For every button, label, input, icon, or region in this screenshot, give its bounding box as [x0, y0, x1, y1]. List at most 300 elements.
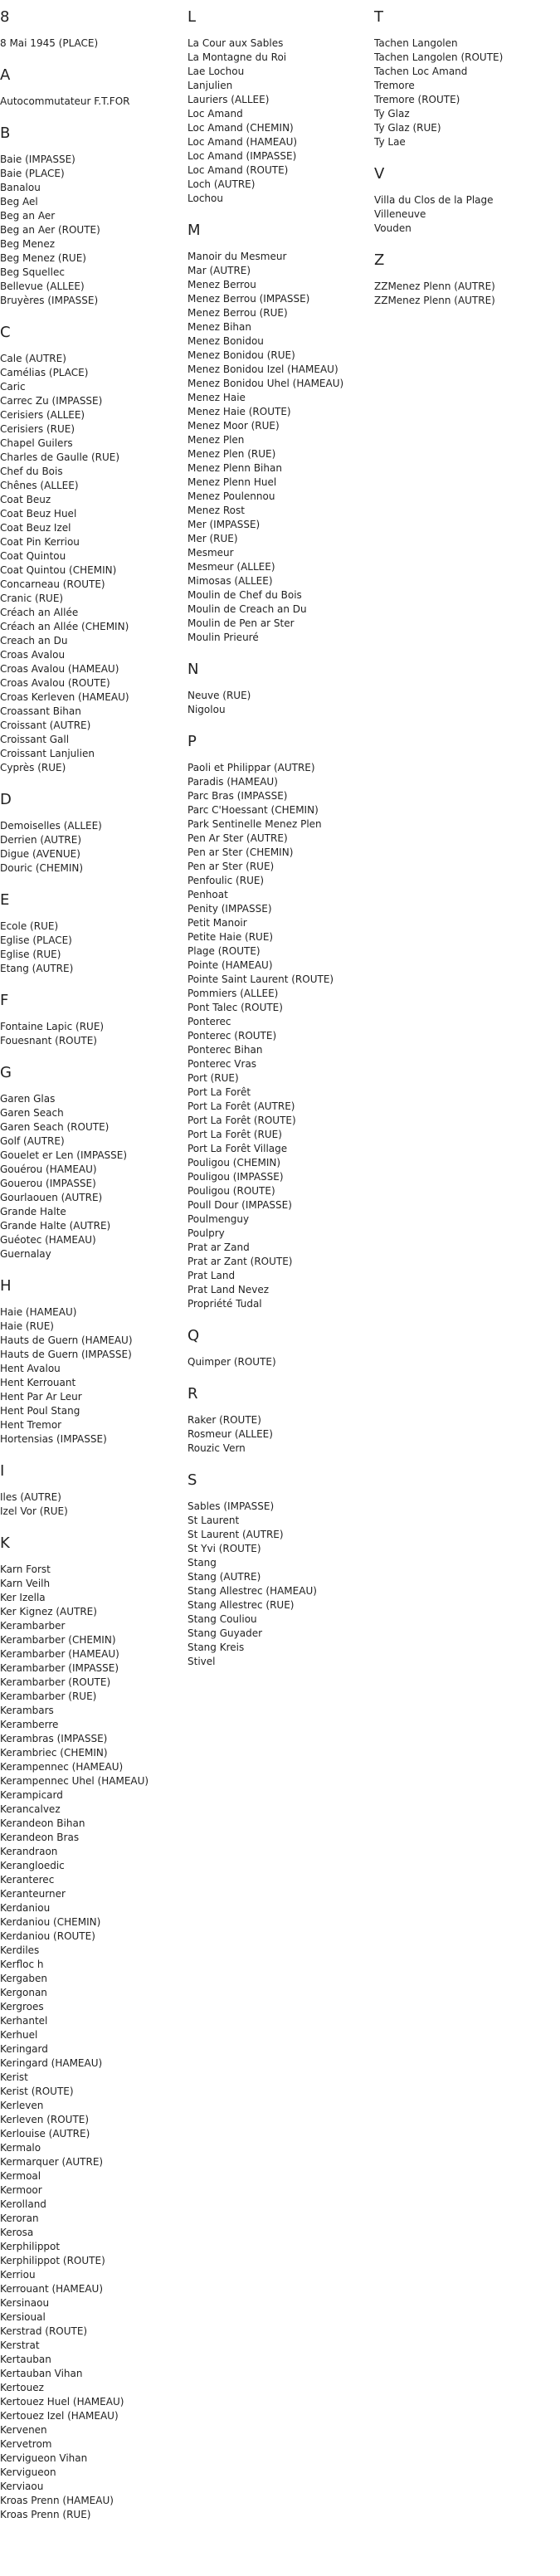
- street-link[interactable]: Hauts de Guern (IMPASSE): [0, 1349, 132, 1360]
- street-link[interactable]: Karn Forst: [0, 1564, 51, 1575]
- street-link[interactable]: Manoir du Mesmeur: [187, 251, 287, 262]
- street-link[interactable]: Kertouez Huel (HAMEAU): [0, 2396, 124, 2408]
- street-link[interactable]: Izel Vor (RUE): [0, 1505, 68, 1517]
- street-link[interactable]: Keramberre: [0, 1719, 59, 1730]
- street-link[interactable]: Prat Land: [187, 1270, 236, 1281]
- street-link[interactable]: Kerleven (ROUTE): [0, 2114, 90, 2125]
- street-link[interactable]: Hent Kerrouant: [0, 1377, 76, 1388]
- street-link[interactable]: Gouerou (IMPASSE): [0, 1178, 96, 1189]
- street-link[interactable]: Beg Menez (RUE): [0, 252, 86, 264]
- street-link[interactable]: Kerambars: [0, 1705, 54, 1716]
- street-link[interactable]: Petite Haie (RUE): [187, 931, 274, 943]
- street-link[interactable]: ZZMenez Plenn (AUTRE): [374, 295, 495, 306]
- street-link[interactable]: Kerampennec (HAMEAU): [0, 1761, 124, 1773]
- street-link[interactable]: Sables (IMPASSE): [187, 1500, 275, 1512]
- street-link[interactable]: Menez Bihan: [187, 321, 251, 333]
- street-link[interactable]: Fontaine Lapic (RUE): [0, 1021, 105, 1032]
- street-link[interactable]: Kerphilippot: [0, 2241, 61, 2252]
- street-link[interactable]: Mesmeur (ALLEE): [187, 561, 275, 573]
- street-link[interactable]: Parc C'Hoessant (CHEMIN): [187, 804, 319, 816]
- column-2: [187, 8, 366, 1685]
- street-link[interactable]: Pen ar Ster (RUE): [187, 861, 275, 872]
- street-link[interactable]: Garen Seach (ROUTE): [0, 1121, 110, 1133]
- street-link[interactable]: Coat Beuz Izel: [0, 522, 71, 534]
- street-link[interactable]: Kertauban Vihan: [0, 2368, 83, 2379]
- street-link[interactable]: Penhoat: [187, 889, 228, 900]
- section-letter-heading: I: [0, 1462, 5, 1480]
- street-list: [0, 1020, 178, 1048]
- street-link[interactable]: Kerfloc h: [0, 1959, 44, 1970]
- street-link[interactable]: Pont Talec (ROUTE): [187, 1002, 283, 1013]
- street-link[interactable]: St Laurent: [187, 1515, 240, 1526]
- street-link[interactable]: Park Sentinelle Menez Plen: [187, 818, 322, 830]
- street-list: [187, 1500, 366, 1669]
- section-letter-heading: V: [374, 165, 385, 183]
- street-link[interactable]: La Montagne du Roi: [187, 51, 287, 63]
- street-link[interactable]: Keringard: [0, 2043, 48, 2055]
- street-link[interactable]: Menez Rost: [187, 505, 245, 516]
- street-link[interactable]: Beg Menez: [0, 238, 56, 250]
- street-list: [0, 920, 178, 976]
- street-link[interactable]: Kergroes: [0, 2001, 44, 2013]
- street-link[interactable]: Kerist (ROUTE): [0, 2086, 74, 2097]
- street-link[interactable]: Beg an Aer: [0, 210, 56, 222]
- street-link[interactable]: Rouzic Vern: [187, 1442, 246, 1454]
- street-link[interactable]: Ty Glaz (RUE): [374, 122, 441, 134]
- letter-section: [374, 251, 553, 308]
- street-link[interactable]: Hent Par Ar Leur: [0, 1391, 82, 1403]
- street-link[interactable]: St Laurent (AUTRE): [187, 1529, 284, 1540]
- street-link[interactable]: Croas Avalou: [0, 649, 66, 661]
- street-link[interactable]: Gouelet er Len (IMPASSE): [0, 1149, 128, 1161]
- street-link[interactable]: Kerrouant (HAMEAU): [0, 2283, 103, 2295]
- street-link[interactable]: Menez Berrou (IMPASSE): [187, 293, 310, 305]
- street-link[interactable]: Port La Forêt (ROUTE): [187, 1115, 296, 1126]
- street-link[interactable]: Douric (CHEMIN): [0, 862, 84, 874]
- street-link[interactable]: Prat Land Nevez: [187, 1284, 270, 1295]
- street-link[interactable]: Loch (AUTRE): [187, 178, 256, 190]
- street-link[interactable]: Cerisiers (RUE): [0, 423, 75, 435]
- street-link[interactable]: Propriété Tudal: [187, 1298, 262, 1310]
- street-link[interactable]: Créach an Allée (CHEMIN): [0, 621, 129, 632]
- street-link[interactable]: ZZMenez Plenn (AUTRE): [374, 281, 495, 292]
- street-link[interactable]: Keranteurner: [0, 1888, 66, 1900]
- letter-section: [0, 791, 178, 876]
- street-link[interactable]: Kermarquer (AUTRE): [0, 2156, 104, 2168]
- street-link[interactable]: Kerangloedic: [0, 1860, 65, 1871]
- street-link[interactable]: Pointe Saint Laurent (ROUTE): [187, 973, 334, 985]
- street-link[interactable]: Menez Berrou (RUE): [187, 307, 288, 319]
- street-link[interactable]: Golf (AUTRE): [0, 1135, 65, 1147]
- street-link[interactable]: Stang Kreis: [187, 1642, 245, 1653]
- street-link[interactable]: Stang Allestrec (RUE): [187, 1599, 295, 1611]
- street-link[interactable]: Pommiers (ALLEE): [187, 988, 279, 999]
- street-link[interactable]: Kertauban: [0, 2354, 51, 2365]
- street-link[interactable]: Kerampennec Uhel (HAMEAU): [0, 1775, 149, 1787]
- street-link[interactable]: Petit Manoir: [187, 917, 247, 929]
- letter-section: [187, 1385, 366, 1456]
- letter-section: [187, 8, 366, 206]
- letter-section: [187, 1471, 366, 1669]
- street-link[interactable]: Menez Plenn Bihan: [187, 462, 282, 474]
- street-link[interactable]: Port La Forêt Village: [187, 1143, 288, 1154]
- street-link[interactable]: Creach an Du: [0, 635, 68, 646]
- street-link[interactable]: Hent Tremor: [0, 1419, 62, 1431]
- street-link[interactable]: Baie (PLACE): [0, 168, 65, 179]
- street-link[interactable]: Kermalo: [0, 2142, 41, 2154]
- street-link[interactable]: Stang Couliou: [187, 1613, 257, 1625]
- street-link[interactable]: Menez Bonidou (RUE): [187, 349, 295, 361]
- street-link[interactable]: Kerhuel: [0, 2029, 38, 2041]
- street-link[interactable]: Tachen Langolen (ROUTE): [374, 51, 504, 63]
- street-link[interactable]: Coat Beuz Huel: [0, 508, 77, 520]
- street-link[interactable]: Neuve (RUE): [187, 690, 251, 701]
- street-link[interactable]: Gouérou (HAMEAU): [0, 1164, 97, 1175]
- street-link[interactable]: Lauriers (ALLEE): [187, 94, 270, 105]
- street-link[interactable]: Pointe (HAMEAU): [187, 959, 273, 971]
- section-letter-heading: Z: [374, 251, 385, 269]
- section-letter-heading: 8: [0, 8, 10, 26]
- street-link[interactable]: Loc Amand (HAMEAU): [187, 136, 298, 148]
- street-link[interactable]: Raker (ROUTE): [187, 1414, 261, 1426]
- street-link[interactable]: Ponterec: [187, 1016, 231, 1027]
- section-letter-heading: H: [0, 1277, 12, 1295]
- street-link[interactable]: Loc Amand: [187, 108, 243, 120]
- street-link[interactable]: Croas Avalou (HAMEAU): [0, 663, 119, 675]
- street-link[interactable]: Kerriou: [0, 2269, 36, 2281]
- letter-section: [0, 992, 178, 1048]
- street-link[interactable]: Guernalay: [0, 1248, 51, 1260]
- street-link[interactable]: Prat ar Zant (ROUTE): [187, 1256, 293, 1267]
- street-link[interactable]: Kertouez Izel (HAMEAU): [0, 2410, 119, 2422]
- street-link[interactable]: Mar (AUTRE): [187, 265, 251, 276]
- street-link[interactable]: Coat Quintou: [0, 550, 66, 562]
- street-link[interactable]: Derrien (AUTRE): [0, 834, 82, 846]
- street-link[interactable]: Mesmeur: [187, 547, 234, 559]
- street-link[interactable]: La Cour aux Sables: [187, 37, 284, 49]
- street-link[interactable]: Port (RUE): [187, 1072, 239, 1084]
- street-link[interactable]: Menez Poulennou: [187, 490, 275, 502]
- street-link[interactable]: Port La Forêt (RUE): [187, 1129, 282, 1140]
- street-link[interactable]: Charles de Gaulle (RUE): [0, 451, 120, 463]
- street-link[interactable]: Autocommutateur F.T.FOR: [0, 95, 130, 107]
- street-link[interactable]: Beg an Aer (ROUTE): [0, 224, 100, 236]
- street-link[interactable]: Gourlaouen (AUTRE): [0, 1192, 103, 1203]
- street-link[interactable]: Kerambarber (HAMEAU): [0, 1648, 119, 1660]
- street-link[interactable]: Menez Plenn Huel: [187, 476, 277, 488]
- street-link[interactable]: Demoiselles (ALLEE): [0, 820, 102, 832]
- street-link[interactable]: Croissant (AUTRE): [0, 720, 91, 731]
- street-link[interactable]: Moulin de Pen ar Ster: [187, 617, 295, 629]
- street-link[interactable]: Prat ar Zand: [187, 1242, 250, 1253]
- street-link[interactable]: Fouesnant (ROUTE): [0, 1035, 97, 1046]
- street-link[interactable]: Beg Squellec: [0, 266, 65, 278]
- street-link[interactable]: Croissant Lanjulien: [0, 748, 95, 759]
- street-link[interactable]: Grande Halte (AUTRE): [0, 1220, 111, 1232]
- street-link[interactable]: Garen Glas: [0, 1093, 56, 1105]
- street-link[interactable]: Paradis (HAMEAU): [187, 776, 278, 788]
- street-link[interactable]: Kerdiles: [0, 1944, 40, 1956]
- street-link[interactable]: Concarneau (ROUTE): [0, 578, 105, 590]
- street-link[interactable]: Kerstrat: [0, 2339, 40, 2351]
- column-3: [374, 8, 553, 324]
- street-link[interactable]: Hent Poul Stang: [0, 1405, 80, 1417]
- street-link[interactable]: Ponterec Vras: [187, 1058, 257, 1070]
- letter-section: [0, 1534, 178, 2522]
- street-link[interactable]: Menez Plen (RUE): [187, 448, 276, 460]
- street-list: [187, 1355, 366, 1369]
- street-link[interactable]: Croas Kerleven (HAMEAU): [0, 691, 129, 703]
- street-link[interactable]: Port La Forêt: [187, 1086, 251, 1098]
- street-link[interactable]: Ker Izella: [0, 1592, 46, 1603]
- street-link[interactable]: Menez Bonidou Uhel (HAMEAU): [187, 378, 344, 389]
- street-link[interactable]: Kerandeon Bihan: [0, 1817, 85, 1829]
- street-link[interactable]: Chef du Bois: [0, 466, 63, 477]
- street-link[interactable]: Keringard (HAMEAU): [0, 2057, 103, 2069]
- section-letter-heading: B: [0, 124, 11, 142]
- street-link[interactable]: Croas Avalou (ROUTE): [0, 677, 110, 689]
- street-link[interactable]: Moulin de Creach an Du: [187, 603, 307, 615]
- street-link[interactable]: Menez Plen: [187, 434, 245, 446]
- street-link[interactable]: Bruyères (IMPASSE): [0, 295, 99, 306]
- street-link[interactable]: Mer (RUE): [187, 533, 238, 544]
- section-letter-heading: C: [0, 324, 11, 341]
- street-link[interactable]: Hauts de Guern (HAMEAU): [0, 1334, 133, 1346]
- street-link[interactable]: Eglise (RUE): [0, 949, 61, 960]
- letter-section: [187, 1327, 366, 1369]
- street-link[interactable]: Menez Moor (RUE): [187, 420, 280, 432]
- section-letter-heading: N: [187, 661, 199, 678]
- street-link[interactable]: Stang: [187, 1557, 217, 1569]
- street-link[interactable]: Cranic (RUE): [0, 593, 64, 604]
- street-link[interactable]: Coat Quintou (CHEMIN): [0, 564, 117, 576]
- street-link[interactable]: Moulin de Chef du Bois: [187, 589, 302, 601]
- street-link[interactable]: Croissant Gall: [0, 734, 70, 745]
- street-link[interactable]: Croassant Bihan: [0, 705, 81, 717]
- street-link[interactable]: Pen ar Ster (CHEMIN): [187, 846, 294, 858]
- letter-section: [187, 661, 366, 717]
- street-link[interactable]: Coat Pin Kerriou: [0, 536, 80, 548]
- letter-section: [0, 8, 178, 51]
- street-link[interactable]: Kerambras (IMPASSE): [0, 1733, 108, 1744]
- street-link[interactable]: Caric: [0, 381, 26, 393]
- street-link[interactable]: Ponterec Bihan: [187, 1044, 263, 1056]
- street-link[interactable]: Kerambarber (ROUTE): [0, 1676, 111, 1688]
- street-link[interactable]: Guéotec (HAMEAU): [0, 1234, 96, 1246]
- letter-section: [0, 1277, 178, 1447]
- street-link[interactable]: Chênes (ALLEE): [0, 480, 79, 491]
- street-link[interactable]: Cyprès (RUE): [0, 762, 66, 773]
- street-link[interactable]: Kerambarber (CHEMIN): [0, 1634, 116, 1646]
- letter-section: [0, 1462, 178, 1519]
- street-link[interactable]: Mer (IMPASSE): [187, 519, 261, 530]
- street-link[interactable]: Rosmeur (ALLEE): [187, 1428, 273, 1440]
- letter-section: [0, 891, 178, 976]
- street-link[interactable]: Menez Haie: [187, 392, 246, 403]
- street-link[interactable]: Kerambarber: [0, 1620, 66, 1632]
- street-link[interactable]: Mimosas (ALLEE): [187, 575, 273, 587]
- street-list: [0, 1305, 178, 1447]
- street-link[interactable]: Garen Seach: [0, 1107, 64, 1119]
- column-1: [0, 8, 178, 2538]
- street-link[interactable]: Villeneuve: [374, 208, 426, 220]
- street-link[interactable]: Kerlouise (AUTRE): [0, 2128, 90, 2139]
- street-link[interactable]: Kermoor: [0, 2184, 42, 2196]
- street-link[interactable]: Ty Lae: [374, 136, 406, 148]
- street-link[interactable]: Kerampicard: [0, 1789, 63, 1801]
- letter-section: [0, 1064, 178, 1261]
- street-link[interactable]: Tremore: [374, 80, 415, 91]
- street-link[interactable]: Digue (AVENUE): [0, 848, 80, 860]
- street-link[interactable]: Chapel Guilers: [0, 437, 73, 449]
- street-link[interactable]: Kervenen: [0, 2424, 47, 2436]
- street-link[interactable]: Kroas Prenn (HAMEAU): [0, 2495, 114, 2506]
- street-link[interactable]: Haie (HAMEAU): [0, 1306, 77, 1318]
- section-letter-heading: S: [187, 1471, 197, 1489]
- street-link[interactable]: Hortensias (IMPASSE): [0, 1433, 107, 1445]
- street-link[interactable]: Loc Amand (IMPASSE): [187, 150, 297, 162]
- street-link[interactable]: Pen Ar Ster (AUTRE): [187, 832, 288, 844]
- street-list: [0, 1563, 178, 2522]
- street-link[interactable]: Moulin Prieuré: [187, 632, 259, 643]
- street-link[interactable]: Cale (AUTRE): [0, 353, 66, 364]
- street-link[interactable]: Coat Beuz: [0, 494, 51, 505]
- street-link[interactable]: Kerambarber (IMPASSE): [0, 1662, 119, 1674]
- street-link[interactable]: Quimper (ROUTE): [187, 1356, 276, 1368]
- street-link[interactable]: Grande Halte: [0, 1206, 66, 1217]
- street-link[interactable]: Kerambarber (RUE): [0, 1690, 97, 1702]
- street-link[interactable]: Poull Dour (IMPASSE): [187, 1199, 292, 1211]
- street-link[interactable]: Kerstrad (ROUTE): [0, 2325, 88, 2337]
- street-list: [0, 1490, 178, 1519]
- street-link[interactable]: Haie (RUE): [0, 1320, 54, 1332]
- street-link[interactable]: Kertouez: [0, 2382, 44, 2393]
- letter-section: [187, 222, 366, 645]
- street-link[interactable]: Ecole (RUE): [0, 920, 59, 932]
- street-list: [0, 1092, 178, 1261]
- street-link[interactable]: 8 Mai 1945 (PLACE): [0, 37, 99, 49]
- street-link[interactable]: St Yvi (ROUTE): [187, 1543, 261, 1554]
- street-link[interactable]: Kerist: [0, 2071, 28, 2083]
- street-link[interactable]: Cerisiers (ALLEE): [0, 409, 85, 421]
- street-link[interactable]: Menez Berrou: [187, 279, 256, 290]
- street-link[interactable]: Iles (AUTRE): [0, 1491, 61, 1503]
- street-link[interactable]: Banalou: [0, 182, 41, 193]
- street-link[interactable]: Penity (IMPASSE): [187, 903, 272, 915]
- street-link[interactable]: Kerleven: [0, 2100, 44, 2111]
- street-link[interactable]: Kerviaou: [0, 2481, 44, 2492]
- street-link[interactable]: Keranterec: [0, 1874, 55, 1886]
- street-link[interactable]: Plage (ROUTE): [187, 945, 261, 957]
- street-link[interactable]: Kerdaniou (ROUTE): [0, 1930, 95, 1942]
- street-link[interactable]: Pouligou (CHEMIN): [187, 1157, 281, 1168]
- street-link[interactable]: Vouden: [374, 222, 411, 234]
- street-link[interactable]: Paoli et Philippar (AUTRE): [187, 762, 315, 773]
- street-link[interactable]: Kerhantel: [0, 2015, 48, 2027]
- street-link[interactable]: Kersinaou: [0, 2297, 50, 2309]
- street-link[interactable]: Pouligou (ROUTE): [187, 1185, 275, 1197]
- street-link[interactable]: Kerphilippot (ROUTE): [0, 2255, 105, 2266]
- street-link[interactable]: Carrec Zu (IMPASSE): [0, 395, 103, 407]
- street-link[interactable]: Hent Avalou: [0, 1363, 61, 1374]
- street-link[interactable]: Pouligou (IMPASSE): [187, 1171, 284, 1183]
- street-link[interactable]: Lanjulien: [187, 80, 233, 91]
- letter-section: [374, 165, 553, 236]
- street-link[interactable]: Ponterec (ROUTE): [187, 1030, 277, 1042]
- street-link[interactable]: Kerancalvez: [0, 1803, 61, 1815]
- street-link[interactable]: Tachen Loc Amand: [374, 66, 468, 77]
- street-link[interactable]: Menez Haie (ROUTE): [187, 406, 291, 417]
- street-list: [374, 280, 553, 308]
- street-link[interactable]: Kervigueon: [0, 2466, 56, 2478]
- street-link[interactable]: Eglise (PLACE): [0, 934, 72, 946]
- street-link[interactable]: Kroas Prenn (RUE): [0, 2509, 91, 2520]
- street-link[interactable]: Lae Lochou: [187, 66, 245, 77]
- street-list: [187, 689, 366, 717]
- street-link[interactable]: Menez Bonidou: [187, 335, 264, 347]
- street-list: [0, 153, 178, 308]
- street-list: [0, 352, 178, 775]
- street-link[interactable]: Villa du Clos de la Plage: [374, 194, 494, 206]
- street-link[interactable]: Parc Bras (IMPASSE): [187, 790, 288, 802]
- street-link[interactable]: Stang Guyader: [187, 1627, 263, 1639]
- street-link[interactable]: Tremore (ROUTE): [374, 94, 460, 105]
- letter-section: [374, 8, 553, 149]
- street-link[interactable]: Kerdaniou: [0, 1902, 51, 1914]
- street-link[interactable]: Kerambriec (CHEMIN): [0, 1747, 108, 1759]
- street-link[interactable]: Stang Allestrec (HAMEAU): [187, 1585, 317, 1597]
- street-link[interactable]: Penfoulic (RUE): [187, 875, 265, 886]
- street-link[interactable]: Kersioual: [0, 2311, 46, 2323]
- street-link[interactable]: Loc Amand (ROUTE): [187, 164, 289, 176]
- street-link[interactable]: Loc Amand (CHEMIN): [187, 122, 294, 134]
- street-link[interactable]: Stivel: [187, 1656, 216, 1667]
- street-link[interactable]: Kerolland: [0, 2198, 46, 2210]
- street-link[interactable]: Karn Veilh: [0, 1578, 51, 1589]
- section-letter-heading: F: [0, 992, 9, 1009]
- street-link[interactable]: Kervetrom: [0, 2438, 52, 2450]
- street-link[interactable]: Nigolou: [187, 704, 226, 715]
- street-list: [187, 37, 366, 206]
- street-link[interactable]: Camélias (PLACE): [0, 367, 89, 378]
- street-link[interactable]: Kergaben: [0, 1973, 47, 1984]
- street-link[interactable]: Ty Glaz: [374, 108, 410, 120]
- street-link[interactable]: Lochou: [187, 193, 223, 204]
- street-link[interactable]: Etang (AUTRE): [0, 963, 74, 974]
- street-link[interactable]: Stang (AUTRE): [187, 1571, 261, 1583]
- street-link[interactable]: Kerdaniou (CHEMIN): [0, 1916, 101, 1928]
- street-link[interactable]: Poulpry: [187, 1227, 225, 1239]
- street-link[interactable]: Ker Kignez (AUTRE): [0, 1606, 97, 1617]
- street-link[interactable]: Kerandraon: [0, 1846, 58, 1857]
- street-link[interactable]: Kergonan: [0, 1987, 47, 1998]
- section-letter-heading: L: [187, 8, 197, 26]
- street-link[interactable]: Tachen Langolen: [374, 37, 458, 49]
- street-link[interactable]: Port La Forêt (AUTRE): [187, 1100, 295, 1112]
- street-link[interactable]: Baie (IMPASSE): [0, 154, 75, 165]
- street-link[interactable]: Keroran: [0, 2213, 39, 2224]
- street-link[interactable]: Poulmenguy: [187, 1213, 250, 1225]
- section-letter-heading: P: [187, 733, 197, 750]
- street-link[interactable]: Menez Bonidou Izel (HAMEAU): [187, 363, 338, 375]
- street-link[interactable]: Kerosa: [0, 2227, 34, 2238]
- street-link[interactable]: Bellevue (ALLEE): [0, 281, 85, 292]
- street-link[interactable]: Kervigueon Vihan: [0, 2452, 88, 2464]
- street-link[interactable]: Beg Ael: [0, 196, 38, 207]
- street-link[interactable]: Kermoal: [0, 2170, 41, 2182]
- street-link[interactable]: Kerandeon Bras: [0, 1832, 80, 1843]
- street-link[interactable]: Créach an Allée: [0, 607, 79, 618]
